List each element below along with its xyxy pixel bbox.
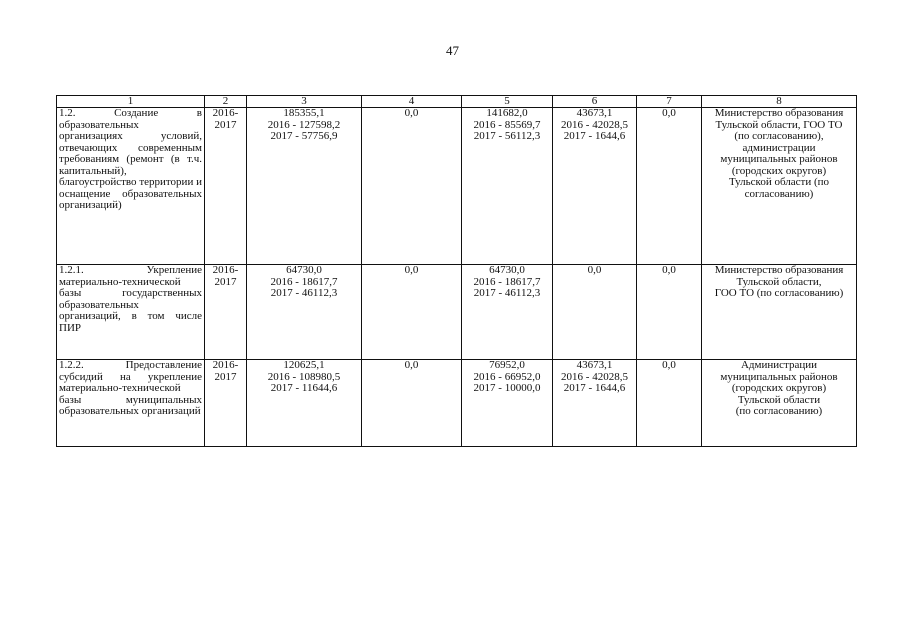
executor-line: согласованию) [744, 187, 814, 200]
amount-line: 0,0 [404, 359, 419, 371]
executor-line: (по согласованию), [734, 130, 824, 142]
executor-line: (городских округов) [731, 164, 827, 177]
amount-line: 2017 - 57756,9 [270, 130, 338, 142]
period-cell: 2016-2017 [205, 265, 247, 360]
amount-line: 2016 - 127598,2 [267, 118, 341, 131]
table-row [57, 360, 857, 447]
column-6-cell [553, 360, 637, 447]
executor-cell [702, 265, 857, 360]
amount-line: 0,0 [587, 264, 602, 276]
total-amount-cell [247, 360, 362, 447]
column-5-cell [462, 108, 553, 265]
executor-line: (по согласованию) [735, 405, 823, 417]
measure-name-cell: 1.2.2. Предоставление субсидий на укрепление материально-технической базы муниципальных образовательных организаций [57, 360, 205, 447]
amount-line: 141682,0 [486, 107, 528, 119]
amount-line: 2017 - 46112,3 [270, 287, 338, 299]
column-6-cell [553, 265, 637, 360]
column-6-cell [553, 108, 637, 265]
executor-line: муниципальных районов [720, 370, 838, 383]
executor-line: администрации [742, 141, 816, 154]
executor-line: Министерство образования [714, 107, 844, 119]
executor-line: ГОО ТО (по согласованию) [714, 287, 844, 299]
amount-line: 2016 - 18617,7 [270, 275, 338, 288]
amount-line: 2017 - 46112,3 [473, 287, 541, 299]
column-4-cell [362, 265, 462, 360]
amount-line: 64730,0 [489, 264, 525, 276]
executor-line: Администрации [740, 359, 818, 371]
data-table [56, 95, 857, 447]
executor-line: Тульской области, [736, 275, 822, 288]
amount-line: 76952,0 [489, 359, 525, 371]
amount-line: 0,0 [662, 264, 676, 276]
column-header: 2 [205, 96, 247, 108]
executor-cell [702, 360, 857, 447]
column-header: 4 [362, 96, 462, 108]
amount-line: 0,0 [662, 359, 676, 371]
amount-line: 185355,1 [283, 107, 325, 119]
column-4-cell [362, 360, 462, 447]
table-row [57, 265, 857, 360]
amount-line: 2017 - 1644,6 [563, 130, 626, 142]
column-4-cell [362, 108, 462, 265]
executor-line: Тульской области, ГОО ТО [715, 118, 843, 131]
amount-line: 0,0 [662, 107, 676, 119]
amount-line: 2017 - 1644,6 [563, 382, 626, 394]
amount-line: 64730,0 [286, 264, 322, 276]
amount-line: 2016 - 42028,5 [561, 118, 628, 131]
amount-line: 120625,1 [283, 359, 325, 371]
amount-line: 2016 - 42028,5 [561, 370, 628, 383]
column-header: 3 [247, 96, 362, 108]
column-7-cell [637, 360, 702, 447]
executor-line: (городских округов) [731, 382, 827, 394]
column-5-cell [462, 360, 553, 447]
column-header: 6 [553, 96, 637, 108]
measure-name-cell: 1.2. Создание в образовательных организациях условий, отвечающих современным требованиям (ремонт (в т.ч. капитальный), благоустройство территории и оснащение образовательных организаций) [57, 108, 205, 265]
executor-line: Тульской области (по [728, 176, 830, 188]
amount-line: 2017 - 11644,6 [270, 382, 338, 394]
amount-line: 2016 - 18617,7 [473, 275, 541, 288]
amount-line: 43673,1 [576, 107, 613, 119]
executor-cell [702, 108, 857, 265]
executor-line: Министерство образования [714, 264, 844, 276]
total-amount-cell [247, 265, 362, 360]
amount-line: 2017 - 56112,3 [473, 130, 541, 142]
column-7-cell [637, 108, 702, 265]
measure-name-cell: 1.2.1. Укрепление материально-технической базы государственных образовательных организаций, в том числе ПИР [57, 265, 205, 360]
amount-line: 2016 - 66952,0 [473, 370, 541, 383]
column-header: 1 [57, 96, 205, 108]
table-header-row [57, 96, 857, 108]
amount-line: 2017 - 10000,0 [473, 382, 541, 394]
period-cell: 2016-2017 [205, 108, 247, 265]
column-header: 5 [462, 96, 553, 108]
amount-line: 2016 - 108980,5 [267, 370, 341, 383]
column-header: 8 [702, 96, 857, 108]
page-number: 47 [446, 43, 459, 58]
column-5-cell [462, 265, 553, 360]
table-row [57, 108, 857, 265]
amount-line: 43673,1 [576, 359, 613, 371]
amount-line: 2016 - 85569,7 [473, 118, 541, 131]
column-7-cell [637, 265, 702, 360]
executor-line: Тульской области [737, 393, 821, 406]
column-header: 7 [637, 96, 702, 108]
amount-line: 0,0 [404, 264, 419, 276]
executor-line: муниципальных районов [720, 153, 838, 165]
total-amount-cell [247, 108, 362, 265]
amount-line: 0,0 [404, 107, 419, 119]
period-cell: 2016-2017 [205, 360, 247, 447]
